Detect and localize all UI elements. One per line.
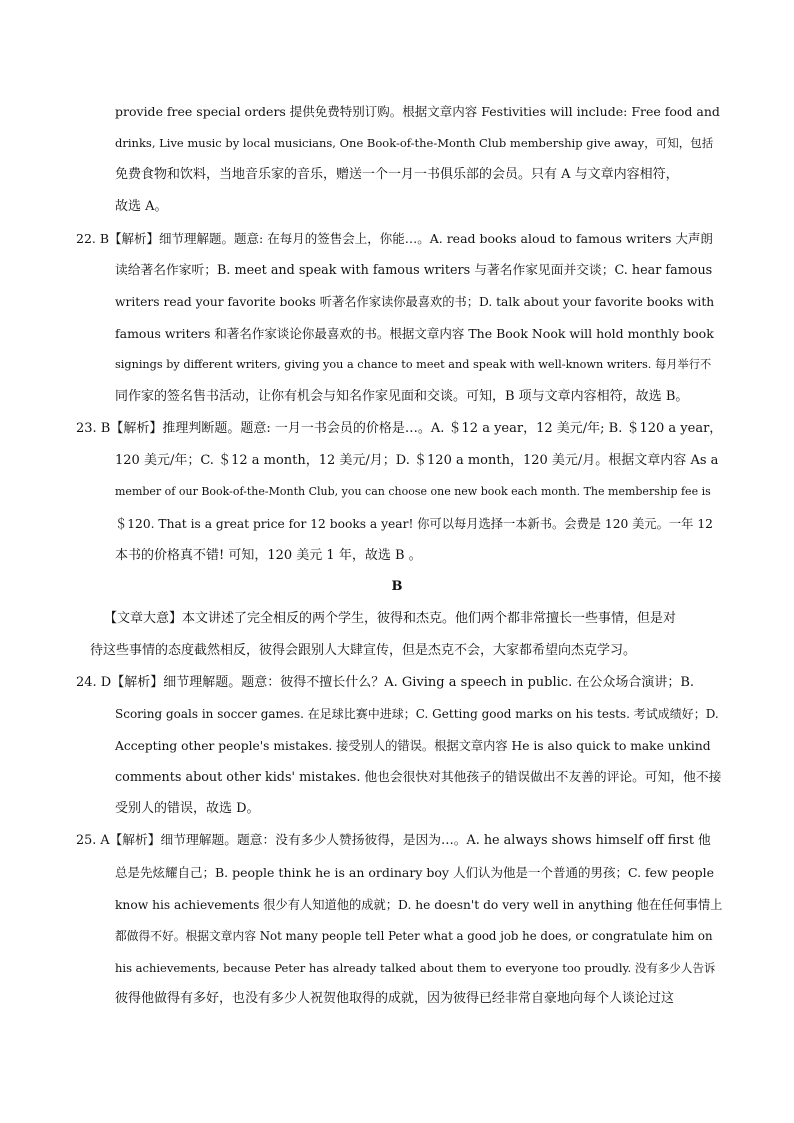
summary-line: 待这些事情的态度截然相反，彼得会跟别人大肆宣传，但是杰克不会，大家都希望向杰克学习。 (90, 643, 637, 658)
question-25-heading: 25. A【解析】细节理解题。题意：没有多少人赞扬彼得，是因为…。A. he always shows himself off first 他 (76, 833, 711, 848)
text-line: 读给著名作家听；B. meet and speak with famous writers 与著名作家见面并交谈；C. hear famous (115, 263, 713, 278)
question-24-heading: 24. D【解析】细节理解题。题意：彼得不擅长什么？A. Giving a speech in public. 在公众场合演讲；B. (76, 675, 695, 690)
text-line: 同作家的签名售书活动，让你有机会与知名作家见面和交谈。可知，B 项与文章内容相符，故选 B。 (115, 389, 689, 404)
text-line: signings by different writers, giving you a chance to meet and speak with well-known writers. 每月举行不 (115, 358, 712, 371)
text-line: drinks, Live music by local musicians, One Book-of-the-Month Club membership give away，可知，包括 (115, 136, 714, 150)
question-23-heading: 23. B【解析】推理判断题。题意: 一月一书会员的价格是…。A. ＄12 a year，12 美元/年; B. ＄120 a year， (76, 421, 723, 436)
text-line: provide free special orders 提供免费特别订购。根据文章内容 Festivities will include: Free food and (115, 104, 720, 119)
text-line: member of our Book-of-the-Month Club, you can choose one new book each month. The membership fee is (115, 485, 711, 498)
text-line: famous writers 和著名作家谈论你最喜欢的书。根据文章内容 The Book Nook will hold monthly book (115, 326, 714, 341)
section-heading: B (391, 579, 403, 594)
question-22-heading: 22. B【解析】细节理解题。题意: 在每月的签售会上，你能…。A. read books aloud to famous writers 大声朗 (76, 231, 713, 246)
text-line: know his achievements 很少有人知道他的成就；D. he doesn't do very well in anything 他在任何事情上 (115, 898, 723, 912)
text-line: Scoring goals in soccer games. 在足球比赛中进球；C. Getting good marks on his tests. 考试成绩好；D. (115, 707, 719, 721)
text-line: 彼得他做得有多好，也没有多少人祝贺他取得的成就，因为彼得已经非常自豪地向每个人谈论过这 (115, 991, 675, 1006)
text-line: 总是先炫耀自己；B. people think he is an ordinary boy 人们认为他是一个普通的男孩；C. few people (115, 865, 715, 880)
text-line: 都做得不好。根据文章内容 Not many people tell Peter what a good job he does, or congratulate him on (115, 929, 713, 943)
text-line: his achievements, because Peter has already talked about them to everyone too proudly. 没有多少人告诉 (115, 961, 716, 975)
text-line: 本书的价格真不错! 可知，120 美元 1 年，故选 B 。 (115, 548, 422, 563)
text-line: writers read your favorite books 听著名作家读你最喜欢的书；D. talk about your favorite books with (115, 295, 715, 309)
text-line: comments about other kids' mistakes. 他也会很快对其他孩子的错误做出不友善的评论。可知，他不接 (115, 770, 722, 785)
text-line: 120 美元/年；C. ＄12 a month，12 美元/月；D. ＄120 a month，120 美元/月。根据文章内容 As a (115, 453, 719, 468)
text-line: 受别人的错误，故选 D。 (115, 801, 260, 816)
text-line: Accepting other people's mistakes. 接受别人的错误。根据文章内容 He is also quick to make unkind (115, 739, 711, 753)
summary-line: 【文章大意】本文讲述了完全相反的两个学生，彼得和杰克。他们两个都非常擅长一些事情，但是对 (104, 611, 677, 626)
text-line: 免费食物和饮料，当地音乐家的音乐，赠送一个一月一书俱乐部的会员。只有 A 与文章内容相符， (115, 167, 679, 182)
text-line: 故选 A。 (115, 199, 168, 214)
text-line: ＄120. That is a great price for 12 books a year! 你可以每月选择一本新书。会费是 120 美元。一年 12 (115, 517, 713, 531)
